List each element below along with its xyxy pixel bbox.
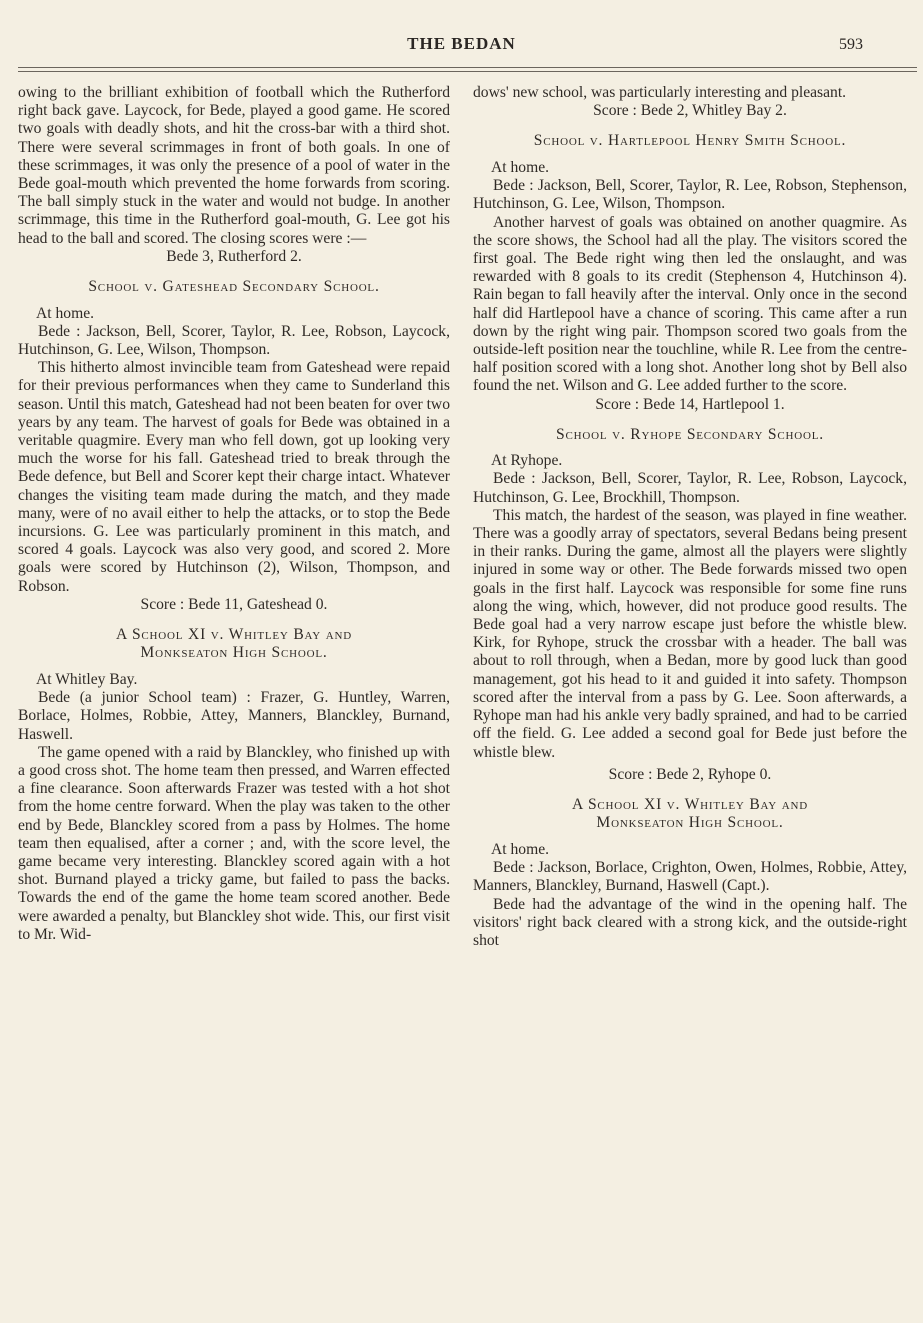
right-column [473,84,907,950]
heading-gateshead: School v. Gateshead Secondary School. [88,278,380,296]
venue-hartlepool: At home. [491,158,550,176]
score-ryhope: Score : Bede 2, Ryhope 0. [608,765,772,783]
venue-gateshead: At home. [36,304,95,322]
paragraph-whitley-bay-home-report: Bede had the advantage of the wind in the opening half. The visitors' right back cleared with a strong kick, and the outside-right shot [473,895,907,949]
venue-ryhope: At Ryhope. [491,452,563,470]
heading-line: A School XI v. Whitley Bay and [572,795,808,813]
score-hartlepool: Score : Bede 14, Hartlepool 1. [595,395,785,413]
venue-whitley-bay: At Whitley Bay. [36,670,138,688]
team-whitley-bay-home: Bede : Jackson, Borlace, Crighton, Owen, Holmes, Robbie, Attey, Manners, Blanckley, Burnand, Haswell (Capt.). [473,859,907,895]
left-column [18,84,450,944]
venue-home: At home. [491,840,550,858]
score-whitley-bay-away: Score : Bede 2, Whitley Bay 2. [593,102,787,120]
header-rule-top [18,67,917,68]
paragraph-gateshead-report: This hitherto almost invincible team from Gateshead were repaid for their previous performances when they came to Sunderland this season. Until this match, Gateshead had not been beaten for over two years by any team. The harvest of goals for Bede was obtained in a veritable quagmire. Every man who fell down, got up looking very much the worse for his fall. Gateshead tried to break through the Bede defence, but Bell and Scorer kept their charge intact. Whatever changes the visiting team made during the match, and they made many, were of no avail either to help the attacks, or to stop the Bede incursions. G. Lee was particularly prominent in this match, and scored 4 goals. Laycock was also very good, and scored 2. More goals were scored by Hutchinson (2), Wilson, Thompson, and Robson. [18,359,450,595]
heading-whitley-bay-away [18,626,450,663]
paragraph-ryhope-report: This match, the hardest of the season, was played in fine weather. There was a goodly array of spectators, several Bedans being present in their ranks. During the game, almost all the players were slightly injured in some way or other. The Bede forwards missed two open goals in the first half. Laycock was responsible for some fine runs along the wing, which, however, did not produce good results. The Bede goal had a very narrow escape just before the whistle blew. Kirk, for Ryhope, struck the crossbar with a header. The ball was about to roll through, when a Bedan, more by good luck than good management, got his head to it and guided it into safety. Thompson scored after the interval from a pass by G. Lee. Soon afterwards, a Ryhope man had his ankle very badly sprained, and had to be carried off the field. G. Lee added a second goal for Bede just before the whistle blew. [473,506,907,761]
heading-line: Monkseaton High School. [596,814,784,832]
score-gateshead: Score : Bede 11, Gateshead 0. [140,595,328,613]
heading-hartlepool: School v. Hartlepool Henry Smith School. [533,132,847,150]
paragraph-whitley-bay-report: The game opened with a raid by Blanckley, who finished up with a good cross shot. The home team then pressed, and Warren effected a fine clearance. Soon afterwards Frazer was tested with a hot shot from the home centre forward. When the play was taken to the other end by Bede, Blanckley scored from a pass by Holmes. The home team then equalised, after a corner ; and, with the score level, the game became very interesting. Blanckley scored again with a hot shot. Burnand played a tricky game, but failed to pass the backs. Towards the end of the game the home team scored another. Bede were awarded a penalty, but Blanckley shot wide. This, our first visit to Mr. Wid- [18,743,450,943]
team-hartlepool: Bede : Jackson, Bell, Scorer, Taylor, R. Lee, Robson, Stephenson, Hutchinson, G. Lee, Wilson, Thompson. [473,177,907,213]
score-rutherford: Bede 3, Rutherford 2. [166,247,302,265]
heading-ryhope: School v. Ryhope Secondary School. [556,425,824,443]
heading-line: Monkseaton High School. [140,644,328,662]
paragraph-rutherford-report: owing to the brilliant exhibition of football which the Rutherford right back gave. Laycock, for Bede, played a good game. He scored two goals with deadly shots, and hit the cross-bar with a third shot. There were several scrimmages in front of both goals. In one of these scrimmages, it was only the presence of a pool of water in the Bede goal-mouth which prevented the home forwards from scoring. The ball simply stuck in the water and would not budge. In another scrimmage, this time in the Rutherford goal-mouth, G. Lee got his head to the ball and scored. The closing scores were :— [18,84,450,247]
team-gateshead: Bede : Jackson, Bell, Scorer, Taylor, R. Lee, Robson, Laycock, Hutchinson, G. Lee, Wilson, Thompson. [18,322,450,358]
paragraph-hartlepool-report: Another harvest of goals was obtained on another quagmire. As the score shows, the School had all the play. The visitors scored the first goal. The Bede right wing then led the onslaught, and was rewarded with 8 goals to its credit (Stephenson 4, Hutchinson 4). Rain began to fall heavily after the interval. Only once in the second half did Hartlepool have a chance of scoring. This came after a run down by the right wing pair. Thompson scored two goals from the outside-left position near the touchline, while R. Lee from the centre-half position scored with a long shot. Another long shot by Bell also found the net. Wilson and G. Lee added further to the score. [473,213,907,395]
paragraph-whitley-bay-continued: dows' new school, was particularly interesting and pleasant. [473,84,847,101]
heading-line: A School XI v. Whitley Bay and [116,625,352,643]
page-number: 593 [839,36,863,53]
team-whitley-bay-away: Bede (a junior School team) : Frazer, G. Huntley, Warren, Borlace, Holmes, Robbie, Attey, Manners, Blanckley, Burnand, Haswell. [18,689,450,743]
running-title: THE BEDAN [407,34,516,53]
heading-whitley-bay-home [473,796,907,833]
team-ryhope: Bede : Jackson, Bell, Scorer, Taylor, R. Lee, Robson, Laycock, Hutchinson, G. Lee, Brockhill, Thompson. [473,470,907,506]
page-header [0,30,923,60]
header-rule-bottom [18,71,917,72]
